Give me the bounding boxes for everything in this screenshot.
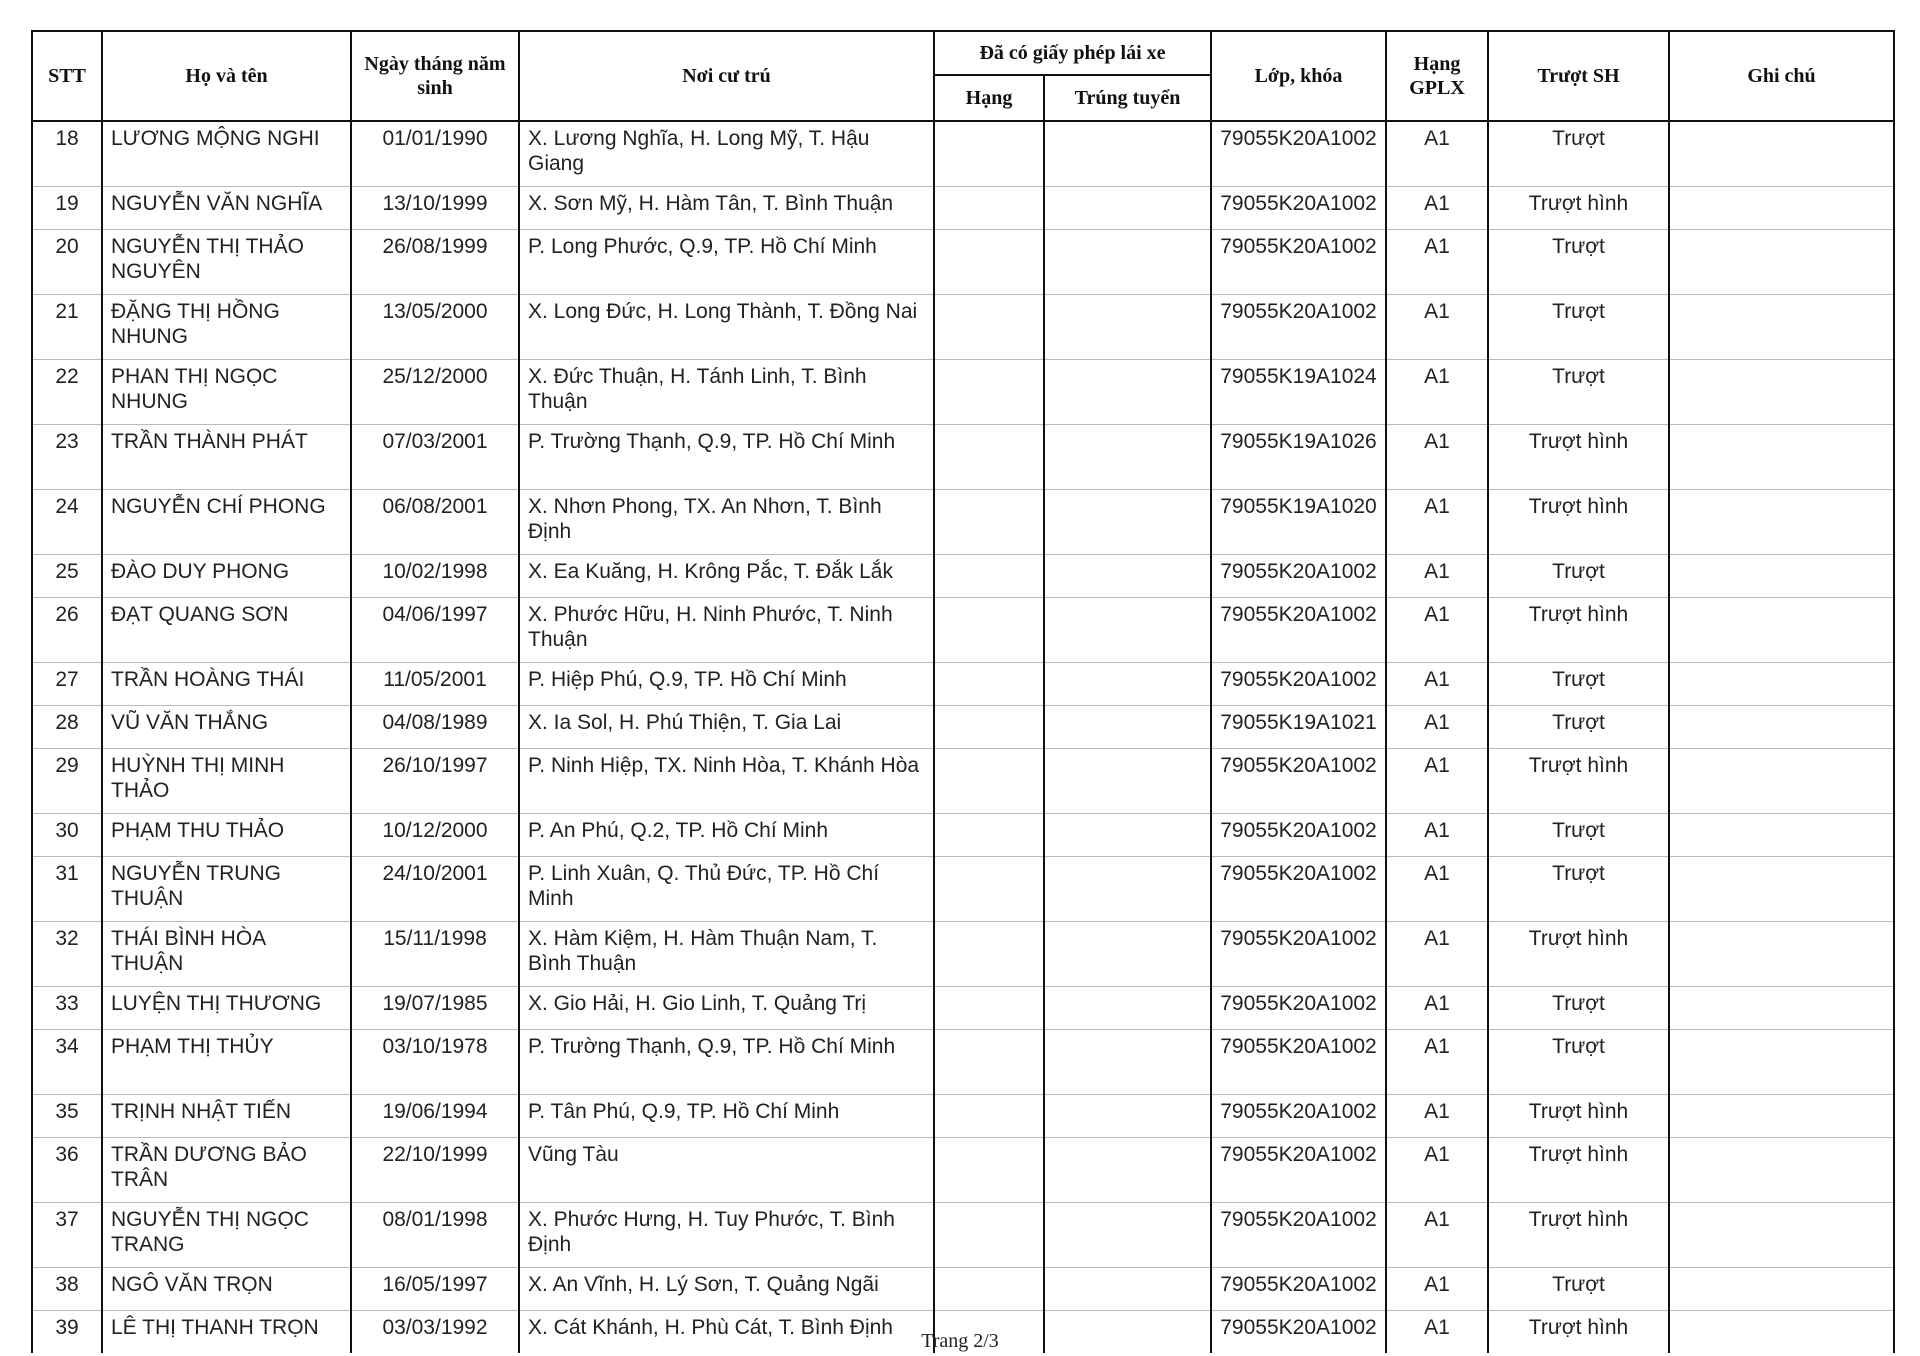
row-admitted bbox=[1044, 1268, 1211, 1311]
row-dob: 13/10/1999 bbox=[351, 187, 519, 230]
row-fail-sh: Trượt hình bbox=[1488, 598, 1669, 663]
row-gplx-class: A1 bbox=[1386, 814, 1488, 857]
row-name: PHAN THỊ NGỌC NHUNG bbox=[102, 360, 351, 425]
row-gplx-class: A1 bbox=[1386, 187, 1488, 230]
row-dob: 19/07/1985 bbox=[351, 987, 519, 1030]
row-name: NGUYỄN CHÍ PHONG bbox=[102, 490, 351, 555]
row-residence: X. An Vĩnh, H. Lý Sơn, T. Quảng Ngãi bbox=[519, 1268, 934, 1311]
row-license-class bbox=[934, 490, 1044, 555]
row-residence: X. Cát Khánh, H. Phù Cát, T. Bình Định bbox=[519, 1311, 934, 1354]
row-license-class bbox=[934, 1268, 1044, 1311]
row-dob: 24/10/2001 bbox=[351, 857, 519, 922]
row-gplx-class: A1 bbox=[1386, 1268, 1488, 1311]
row-fail-sh: Trượt hình bbox=[1488, 1138, 1669, 1203]
row-stt: 32 bbox=[32, 922, 102, 987]
header-stt: STT bbox=[32, 31, 102, 121]
row-class-course: 79055K20A1002 bbox=[1211, 598, 1386, 663]
row-admitted bbox=[1044, 187, 1211, 230]
row-dob: 13/05/2000 bbox=[351, 295, 519, 360]
table-row bbox=[32, 987, 1894, 1030]
row-admitted bbox=[1044, 922, 1211, 987]
header-fail-sh: Trượt SH bbox=[1488, 31, 1669, 121]
row-stt: 30 bbox=[32, 814, 102, 857]
row-dob: 26/08/1999 bbox=[351, 230, 519, 295]
table-row bbox=[32, 295, 1894, 360]
row-dob: 01/01/1990 bbox=[351, 121, 519, 187]
row-license-class bbox=[934, 1203, 1044, 1268]
row-fail-sh: Trượt hình bbox=[1488, 922, 1669, 987]
row-residence: P. Long Phước, Q.9, TP. Hồ Chí Minh bbox=[519, 230, 934, 295]
row-fail-sh: Trượt hình bbox=[1488, 425, 1669, 490]
row-stt: 27 bbox=[32, 663, 102, 706]
row-residence: X. Đức Thuận, H. Tánh Linh, T. Bình Thuận bbox=[519, 360, 934, 425]
table-row bbox=[32, 425, 1894, 490]
row-residence: P. Ninh Hiệp, TX. Ninh Hòa, T. Khánh Hòa bbox=[519, 749, 934, 814]
table-row bbox=[32, 814, 1894, 857]
row-name: TRẦN DƯƠNG BẢO TRÂN bbox=[102, 1138, 351, 1203]
row-fail-sh: Trượt bbox=[1488, 230, 1669, 295]
row-gplx-class: A1 bbox=[1386, 555, 1488, 598]
row-gplx-class: A1 bbox=[1386, 121, 1488, 187]
table-row bbox=[32, 706, 1894, 749]
table-row bbox=[32, 555, 1894, 598]
row-stt: 31 bbox=[32, 857, 102, 922]
row-fail-sh: Trượt hình bbox=[1488, 1311, 1669, 1354]
row-residence: X. Lương Nghĩa, H. Long Mỹ, T. Hậu Giang bbox=[519, 121, 934, 187]
row-gplx-class: A1 bbox=[1386, 295, 1488, 360]
row-license-class bbox=[934, 814, 1044, 857]
row-license-class bbox=[934, 295, 1044, 360]
row-gplx-class: A1 bbox=[1386, 425, 1488, 490]
row-name: NGUYỄN THỊ NGỌC TRANG bbox=[102, 1203, 351, 1268]
row-note bbox=[1669, 1203, 1894, 1268]
row-gplx-class: A1 bbox=[1386, 360, 1488, 425]
row-stt: 33 bbox=[32, 987, 102, 1030]
row-fail-sh: Trượt bbox=[1488, 1268, 1669, 1311]
row-admitted bbox=[1044, 598, 1211, 663]
row-name: TRỊNH NHẬT TIẾN bbox=[102, 1095, 351, 1138]
row-stt: 22 bbox=[32, 360, 102, 425]
row-note bbox=[1669, 814, 1894, 857]
row-gplx-class: A1 bbox=[1386, 230, 1488, 295]
row-admitted bbox=[1044, 230, 1211, 295]
row-class-course: 79055K19A1020 bbox=[1211, 490, 1386, 555]
row-class-course: 79055K20A1002 bbox=[1211, 857, 1386, 922]
row-gplx-class: A1 bbox=[1386, 706, 1488, 749]
row-license-class bbox=[934, 857, 1044, 922]
row-residence: Vũng Tàu bbox=[519, 1138, 934, 1203]
table-row bbox=[32, 121, 1894, 187]
row-name: HUỲNH THỊ MINH THẢO bbox=[102, 749, 351, 814]
row-gplx-class: A1 bbox=[1386, 857, 1488, 922]
row-class-course: 79055K20A1002 bbox=[1211, 1138, 1386, 1203]
row-gplx-class: A1 bbox=[1386, 1030, 1488, 1095]
row-note bbox=[1669, 230, 1894, 295]
row-stt: 26 bbox=[32, 598, 102, 663]
row-name: ĐẠT QUANG SƠN bbox=[102, 598, 351, 663]
row-fail-sh: Trượt hình bbox=[1488, 1203, 1669, 1268]
row-dob: 06/08/2001 bbox=[351, 490, 519, 555]
row-class-course: 79055K20A1002 bbox=[1211, 555, 1386, 598]
table-row bbox=[32, 1138, 1894, 1203]
row-dob: 19/06/1994 bbox=[351, 1095, 519, 1138]
row-license-class bbox=[934, 230, 1044, 295]
row-class-course: 79055K20A1002 bbox=[1211, 814, 1386, 857]
table-body bbox=[32, 121, 1894, 1353]
row-fail-sh: Trượt bbox=[1488, 857, 1669, 922]
table-row bbox=[32, 598, 1894, 663]
row-name: PHẠM THỊ THỦY bbox=[102, 1030, 351, 1095]
row-admitted bbox=[1044, 1203, 1211, 1268]
table-row bbox=[32, 1268, 1894, 1311]
row-name: THÁI BÌNH HÒA THUẬN bbox=[102, 922, 351, 987]
row-name: TRẦN THÀNH PHÁT bbox=[102, 425, 351, 490]
row-class-course: 79055K19A1021 bbox=[1211, 706, 1386, 749]
row-gplx-class: A1 bbox=[1386, 987, 1488, 1030]
row-admitted bbox=[1044, 1030, 1211, 1095]
row-gplx-class: A1 bbox=[1386, 1095, 1488, 1138]
row-class-course: 79055K20A1002 bbox=[1211, 1203, 1386, 1268]
row-note bbox=[1669, 706, 1894, 749]
row-name: ĐÀO DUY PHONG bbox=[102, 555, 351, 598]
row-dob: 15/11/1998 bbox=[351, 922, 519, 987]
row-stt: 34 bbox=[32, 1030, 102, 1095]
row-note bbox=[1669, 425, 1894, 490]
table-row bbox=[32, 749, 1894, 814]
row-fail-sh: Trượt bbox=[1488, 360, 1669, 425]
row-class-course: 79055K20A1002 bbox=[1211, 1030, 1386, 1095]
results-table bbox=[31, 30, 1895, 1353]
row-admitted bbox=[1044, 749, 1211, 814]
row-gplx-class: A1 bbox=[1386, 922, 1488, 987]
row-residence: X. Ia Sol, H. Phú Thiện, T. Gia Lai bbox=[519, 706, 934, 749]
row-note bbox=[1669, 857, 1894, 922]
row-fail-sh: Trượt bbox=[1488, 295, 1669, 360]
row-note bbox=[1669, 187, 1894, 230]
row-name: LƯƠNG MỘNG NGHI bbox=[102, 121, 351, 187]
row-gplx-class: A1 bbox=[1386, 1138, 1488, 1203]
table-row bbox=[32, 1030, 1894, 1095]
table-row bbox=[32, 857, 1894, 922]
row-license-class bbox=[934, 598, 1044, 663]
row-note bbox=[1669, 987, 1894, 1030]
row-note bbox=[1669, 490, 1894, 555]
row-stt: 28 bbox=[32, 706, 102, 749]
row-dob: 07/03/2001 bbox=[351, 425, 519, 490]
row-stt: 37 bbox=[32, 1203, 102, 1268]
row-residence: P. Hiệp Phú, Q.9, TP. Hồ Chí Minh bbox=[519, 663, 934, 706]
header-dob: Ngày tháng năm sinh bbox=[351, 31, 519, 121]
row-name: ĐẶNG THỊ HỒNG NHUNG bbox=[102, 295, 351, 360]
row-residence: X. Long Đức, H. Long Thành, T. Đồng Nai bbox=[519, 295, 934, 360]
row-name: NGÔ VĂN TRỌN bbox=[102, 1268, 351, 1311]
table-header bbox=[32, 31, 1894, 121]
row-name: PHẠM THU THẢO bbox=[102, 814, 351, 857]
header-license-group: Đã có giấy phép lái xe bbox=[934, 31, 1211, 75]
row-license-class bbox=[934, 1030, 1044, 1095]
row-license-class bbox=[934, 749, 1044, 814]
row-dob: 11/05/2001 bbox=[351, 663, 519, 706]
row-residence: X. Ea Kuăng, H. Krông Pắc, T. Đắk Lắk bbox=[519, 555, 934, 598]
row-gplx-class: A1 bbox=[1386, 749, 1488, 814]
row-residence: P. Linh Xuân, Q. Thủ Đức, TP. Hồ Chí Minh bbox=[519, 857, 934, 922]
row-fail-sh: Trượt hình bbox=[1488, 187, 1669, 230]
row-fail-sh: Trượt bbox=[1488, 121, 1669, 187]
row-fail-sh: Trượt bbox=[1488, 987, 1669, 1030]
row-license-class bbox=[934, 663, 1044, 706]
row-admitted bbox=[1044, 425, 1211, 490]
row-gplx-class: A1 bbox=[1386, 1311, 1488, 1354]
row-stt: 19 bbox=[32, 187, 102, 230]
table-row bbox=[32, 922, 1894, 987]
table-row bbox=[32, 663, 1894, 706]
row-admitted bbox=[1044, 663, 1211, 706]
row-class-course: 79055K20A1002 bbox=[1211, 1268, 1386, 1311]
table-row bbox=[32, 1203, 1894, 1268]
row-note bbox=[1669, 360, 1894, 425]
header-class-course: Lớp, khóa bbox=[1211, 31, 1386, 121]
row-fail-sh: Trượt hình bbox=[1488, 749, 1669, 814]
row-admitted bbox=[1044, 857, 1211, 922]
row-stt: 25 bbox=[32, 555, 102, 598]
row-name: LÊ THỊ THANH TRỌN bbox=[102, 1311, 351, 1354]
row-stt: 20 bbox=[32, 230, 102, 295]
row-name: NGUYỄN TRUNG THUẬN bbox=[102, 857, 351, 922]
row-class-course: 79055K20A1002 bbox=[1211, 295, 1386, 360]
row-admitted bbox=[1044, 1095, 1211, 1138]
header-residence: Nơi cư trú bbox=[519, 31, 934, 121]
row-residence: P. An Phú, Q.2, TP. Hồ Chí Minh bbox=[519, 814, 934, 857]
row-license-class bbox=[934, 987, 1044, 1030]
row-stt: 38 bbox=[32, 1268, 102, 1311]
row-residence: X. Sơn Mỹ, H. Hàm Tân, T. Bình Thuận bbox=[519, 187, 934, 230]
row-name: NGUYỄN VĂN NGHĨA bbox=[102, 187, 351, 230]
row-note bbox=[1669, 663, 1894, 706]
row-dob: 10/12/2000 bbox=[351, 814, 519, 857]
row-license-class bbox=[934, 555, 1044, 598]
row-residence: X. Phước Hưng, H. Tuy Phước, T. Bình Định bbox=[519, 1203, 934, 1268]
row-license-class bbox=[934, 706, 1044, 749]
row-residence: X. Phước Hữu, H. Ninh Phước, T. Ninh Thuận bbox=[519, 598, 934, 663]
row-class-course: 79055K20A1002 bbox=[1211, 922, 1386, 987]
row-note bbox=[1669, 598, 1894, 663]
row-dob: 04/06/1997 bbox=[351, 598, 519, 663]
table-row bbox=[32, 1095, 1894, 1138]
row-admitted bbox=[1044, 706, 1211, 749]
row-residence: P. Tân Phú, Q.9, TP. Hồ Chí Minh bbox=[519, 1095, 934, 1138]
row-fail-sh: Trượt bbox=[1488, 1030, 1669, 1095]
header-admitted: Trúng tuyển bbox=[1044, 75, 1211, 121]
row-license-class bbox=[934, 360, 1044, 425]
row-residence: P. Trường Thạnh, Q.9, TP. Hồ Chí Minh bbox=[519, 1030, 934, 1095]
page-number: Trang 2/3 bbox=[921, 1330, 999, 1352]
row-fail-sh: Trượt bbox=[1488, 814, 1669, 857]
row-note bbox=[1669, 555, 1894, 598]
row-residence: X. Nhơn Phong, TX. An Nhơn, T. Bình Định bbox=[519, 490, 934, 555]
row-dob: 03/03/1992 bbox=[351, 1311, 519, 1354]
row-class-course: 79055K20A1002 bbox=[1211, 663, 1386, 706]
row-dob: 26/10/1997 bbox=[351, 749, 519, 814]
row-residence: X. Gio Hải, H. Gio Linh, T. Quảng Trị bbox=[519, 987, 934, 1030]
row-gplx-class: A1 bbox=[1386, 663, 1488, 706]
row-fail-sh: Trượt bbox=[1488, 555, 1669, 598]
row-note bbox=[1669, 1030, 1894, 1095]
row-stt: 18 bbox=[32, 121, 102, 187]
row-stt: 24 bbox=[32, 490, 102, 555]
header-license-class: Hạng bbox=[934, 75, 1044, 121]
row-note bbox=[1669, 1268, 1894, 1311]
row-stt: 21 bbox=[32, 295, 102, 360]
row-admitted bbox=[1044, 121, 1211, 187]
row-license-class bbox=[934, 425, 1044, 490]
row-dob: 22/10/1999 bbox=[351, 1138, 519, 1203]
row-dob: 04/08/1989 bbox=[351, 706, 519, 749]
row-gplx-class: A1 bbox=[1386, 490, 1488, 555]
row-license-class bbox=[934, 1095, 1044, 1138]
row-fail-sh: Trượt hình bbox=[1488, 490, 1669, 555]
row-fail-sh: Trượt bbox=[1488, 706, 1669, 749]
row-note bbox=[1669, 1138, 1894, 1203]
header-gplx-class: Hạng GPLX bbox=[1386, 31, 1488, 121]
row-license-class bbox=[934, 187, 1044, 230]
table-row bbox=[32, 360, 1894, 425]
header-note: Ghi chú bbox=[1669, 31, 1894, 121]
row-license-class bbox=[934, 922, 1044, 987]
row-note bbox=[1669, 295, 1894, 360]
row-admitted bbox=[1044, 1138, 1211, 1203]
row-class-course: 79055K20A1002 bbox=[1211, 187, 1386, 230]
row-note bbox=[1669, 922, 1894, 987]
row-class-course: 79055K20A1002 bbox=[1211, 1311, 1386, 1354]
row-license-class bbox=[934, 121, 1044, 187]
row-residence: P. Trường Thạnh, Q.9, TP. Hồ Chí Minh bbox=[519, 425, 934, 490]
row-admitted bbox=[1044, 555, 1211, 598]
row-stt: 29 bbox=[32, 749, 102, 814]
results-sheet bbox=[31, 30, 1893, 1353]
table-row bbox=[32, 230, 1894, 295]
row-dob: 16/05/1997 bbox=[351, 1268, 519, 1311]
row-license-class bbox=[934, 1138, 1044, 1203]
row-admitted bbox=[1044, 490, 1211, 555]
row-gplx-class: A1 bbox=[1386, 598, 1488, 663]
row-admitted bbox=[1044, 987, 1211, 1030]
row-stt: 23 bbox=[32, 425, 102, 490]
row-admitted bbox=[1044, 295, 1211, 360]
row-dob: 25/12/2000 bbox=[351, 360, 519, 425]
row-class-course: 79055K20A1002 bbox=[1211, 987, 1386, 1030]
row-admitted bbox=[1044, 360, 1211, 425]
row-name: TRẦN HOÀNG THÁI bbox=[102, 663, 351, 706]
table-row bbox=[32, 490, 1894, 555]
row-name: LUYỆN THỊ THƯƠNG bbox=[102, 987, 351, 1030]
row-dob: 08/01/1998 bbox=[351, 1203, 519, 1268]
row-residence: X. Hàm Kiệm, H. Hàm Thuận Nam, T. Bình Thuận bbox=[519, 922, 934, 987]
row-note bbox=[1669, 121, 1894, 187]
row-class-course: 79055K19A1026 bbox=[1211, 425, 1386, 490]
header-name: Họ và tên bbox=[102, 31, 351, 121]
row-class-course: 79055K20A1002 bbox=[1211, 1095, 1386, 1138]
row-class-course: 79055K20A1002 bbox=[1211, 230, 1386, 295]
row-dob: 10/02/1998 bbox=[351, 555, 519, 598]
row-stt: 36 bbox=[32, 1138, 102, 1203]
row-dob: 03/10/1978 bbox=[351, 1030, 519, 1095]
row-gplx-class: A1 bbox=[1386, 1203, 1488, 1268]
row-fail-sh: Trượt hình bbox=[1488, 1095, 1669, 1138]
row-fail-sh: Trượt bbox=[1488, 663, 1669, 706]
row-note bbox=[1669, 1095, 1894, 1138]
row-class-course: 79055K20A1002 bbox=[1211, 749, 1386, 814]
row-stt: 35 bbox=[32, 1095, 102, 1138]
row-class-course: 79055K20A1002 bbox=[1211, 121, 1386, 187]
table-row bbox=[32, 187, 1894, 230]
row-class-course: 79055K19A1024 bbox=[1211, 360, 1386, 425]
row-stt: 39 bbox=[32, 1311, 102, 1354]
row-name: VŨ VĂN THẮNG bbox=[102, 706, 351, 749]
row-note bbox=[1669, 749, 1894, 814]
row-name: NGUYỄN THỊ THẢO NGUYÊN bbox=[102, 230, 351, 295]
row-admitted bbox=[1044, 814, 1211, 857]
